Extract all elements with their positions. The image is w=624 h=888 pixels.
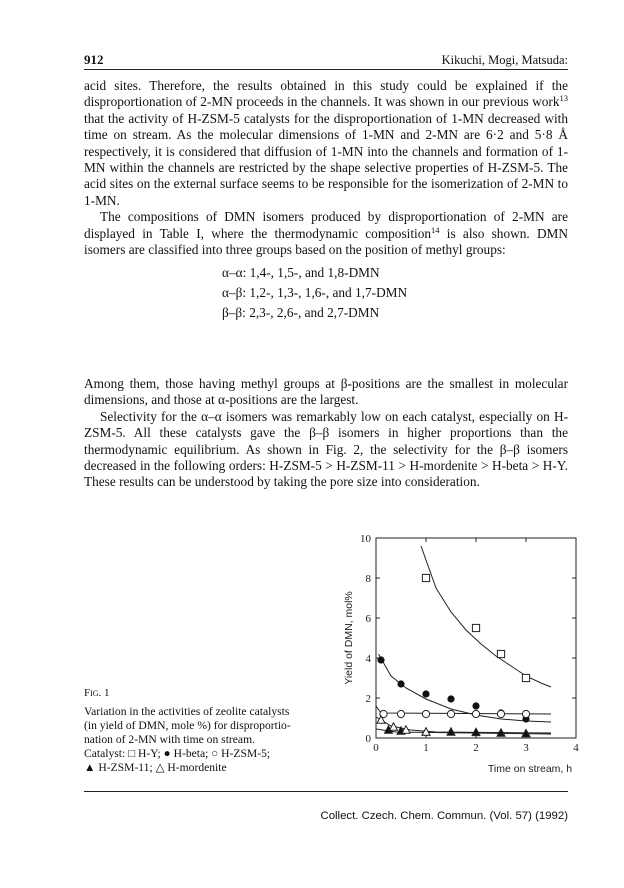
- point-h-beta-2: [422, 690, 429, 697]
- point-h-zsm-5-6: [522, 710, 529, 717]
- x-tick-label-0: 0: [373, 742, 379, 754]
- isomer-group-bb: β–β: 2,3-, 2,6-, and 2,7-DMN: [222, 305, 380, 321]
- fitted-curves: [376, 546, 551, 734]
- paragraph-3: Among them, those having methyl groups at β-positions are the smallest in molecular dimensions, and those at α-positions are the largest.: [84, 376, 568, 408]
- paragraph-4: Selectivity for the α–α isomers was remarkably low on each catalyst, especially on H-ZSM-5. All these catalysts gave the β–β isomers in higher proportions than the thermodynamic equilibrium. As shown in Fig. 2, the selectivity for the β–β isomers decreased in the following orders: H-ZSM-5 > H-ZSM-11 > H-mordenite > H-beta > H-Y. These results can be understood by taking the pore size into consideration.: [84, 408, 568, 490]
- point-h-zsm-11-3: [447, 728, 455, 735]
- yield-vs-time-chart: [330, 528, 590, 780]
- point-h-y-3: [522, 674, 529, 681]
- paragraph-2-text-a: The compositions of DMN isomers produced by disproportionation of 2-MN are displayed in Table I, where the thermodynamic composition: [84, 209, 568, 241]
- paragraph-1-text-a: acid sites. Therefore, the results obtained in this study could be explained if the disproportionation of 2-MN proceeds in the channels. It was shown in our previous work: [84, 78, 568, 110]
- y-tick-label-1: 2: [365, 693, 371, 705]
- y-axis-label: Yield of DMN, mol%: [343, 591, 355, 685]
- y-tick-label-3: 6: [365, 613, 371, 625]
- point-h-zsm-5-3: [447, 710, 454, 717]
- y-tick-label-2: 4: [365, 653, 371, 665]
- point-h-y-2: [497, 650, 504, 657]
- paragraph-1-text-b: that the activity of H-ZSM-5 catalysts for the disproportionation of 1-MN decreased with time on stream. As the molecular dimensions of 1-MN and 2-MN are 6·2 and 5·8 Å respectively, it is considered that diffusion of 1-MN into the channels and formation of 1-MN within the channels are restricted by the shape selective properties of H-ZSM-5. The acid sites on the external surface seems to be responsible for the isomerization of 2-MN to 1-MN.: [84, 110, 568, 208]
- point-h-zsm-5-5: [497, 710, 504, 717]
- citation-14: 14: [431, 224, 440, 235]
- x-tick-label-4: 4: [573, 742, 579, 754]
- y-tick-label-0: 0: [365, 733, 371, 745]
- point-h-y-1: [472, 624, 479, 631]
- point-h-mordenite-1: [390, 723, 398, 730]
- citation-13: 13: [559, 93, 568, 104]
- caption-line-5: ▲ H-ZSM-11; △ H-mordenite: [84, 761, 227, 775]
- x-tick-label-1: 1: [423, 742, 429, 754]
- y-tick-label-4: 8: [365, 573, 371, 585]
- caption-line-3: nation of 2-MN with time on stream.: [84, 733, 255, 747]
- point-h-y-0: [422, 574, 429, 581]
- isomer-group-list: [222, 264, 568, 324]
- isomer-group-aa: α–α: 1,4-, 1,5-, and 1,8-DMN: [222, 265, 380, 281]
- paragraph-2: [84, 209, 568, 258]
- body-text-top: [84, 78, 568, 330]
- paragraph-1: [84, 78, 568, 209]
- x-axis-label: Time on stream, h: [487, 763, 573, 775]
- footer-rule: [84, 791, 568, 792]
- point-h-beta-3: [447, 695, 454, 702]
- curve-h-y: [421, 546, 551, 687]
- y-tick-label-5: 10: [360, 533, 371, 545]
- paragraph-2-text-b: is also shown. DMN isomers are classified into three groups based on the position of methyl groups:: [84, 225, 568, 258]
- figure-label: Fig. 1: [84, 687, 110, 699]
- x-tick-label-3: 3: [523, 742, 529, 754]
- x-tick-label-2: 2: [473, 742, 479, 754]
- figure-caption: [84, 686, 306, 776]
- point-h-beta-1: [397, 680, 404, 687]
- running-header-authors: Kikuchi, Mogi, Matsuda:: [441, 53, 568, 67]
- point-h-beta-4: [472, 702, 479, 709]
- journal-footer: Collect. Czech. Chem. Commun. (Vol. 57) (1992): [320, 810, 568, 822]
- caption-line-2: (in yield of DMN, mole %) for disproportio-: [84, 719, 291, 733]
- data-points: [377, 574, 530, 736]
- point-h-zsm-5-1: [397, 710, 404, 717]
- point-h-beta-0: [377, 656, 384, 663]
- page-number: 912: [84, 52, 104, 67]
- caption-line-4: Catalyst: □ H-Y; ● H-beta; ○ H-ZSM-5;: [84, 747, 271, 761]
- axis-ticks: [360, 533, 579, 754]
- point-h-zsm-5-4: [472, 710, 479, 717]
- point-h-zsm-5-2: [422, 710, 429, 717]
- isomer-group-ab: α–β: 1,2-, 1,3-, 1,6-, and 1,7-DMN: [222, 285, 408, 301]
- caption-line-1: Variation in the activities of zeolite catalysts: [84, 705, 290, 719]
- body-text-bottom: [84, 376, 568, 491]
- header-rule: [84, 69, 568, 70]
